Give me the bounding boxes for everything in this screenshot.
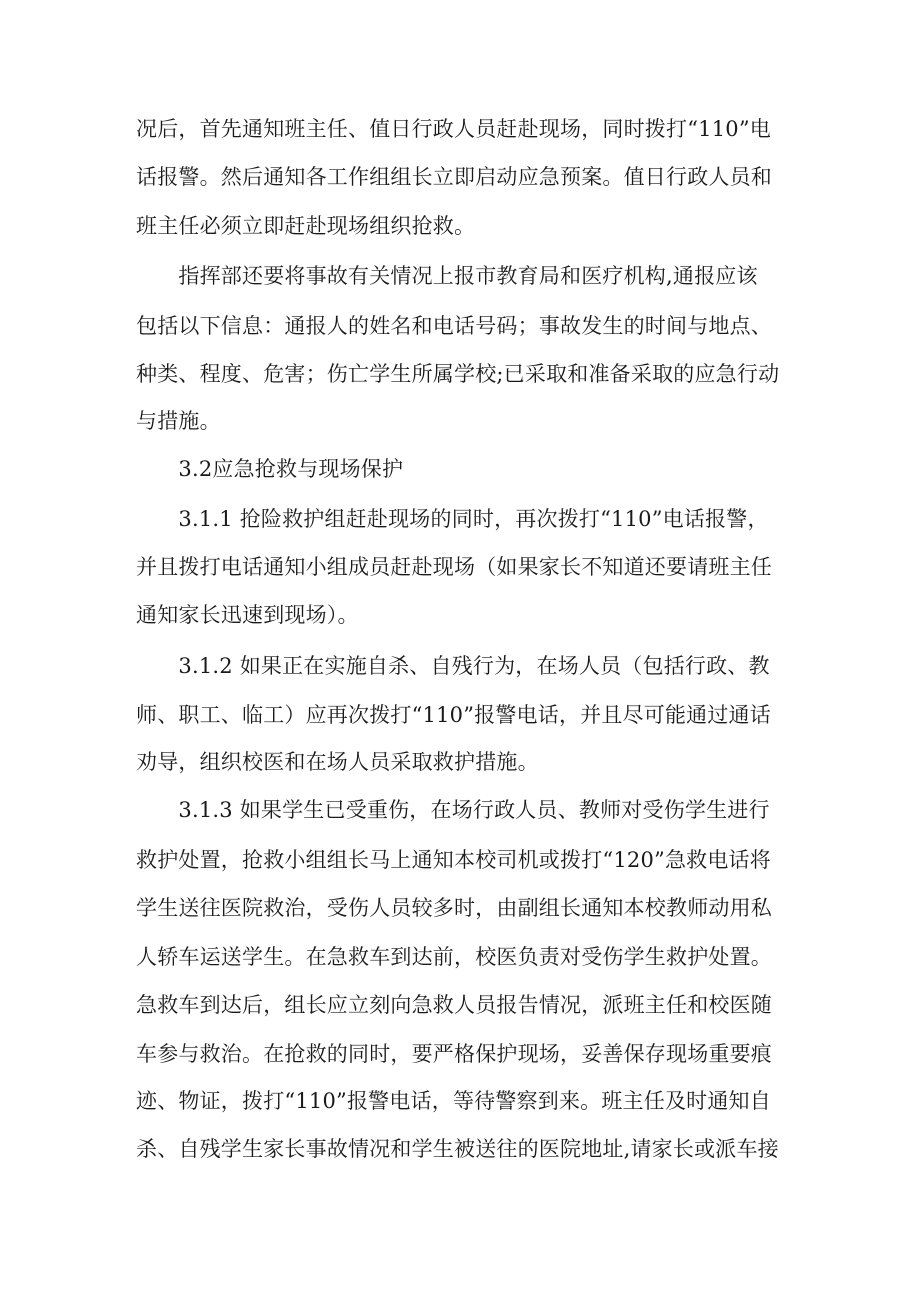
text-line: 通知家长迅速到现场）。 xyxy=(136,603,359,627)
text-line: 人轿车运送学生。在急救车到达前，校医负责对受伤学生救护处置。 xyxy=(136,945,772,969)
text-line: 包括以下信息：通报人的姓名和电话号码；事故发生的时间与地点、 xyxy=(136,314,772,338)
text-line: 并且拨打电话通知小组成员赶赴现场（如果家长不知道还要请班主任 xyxy=(136,555,772,579)
text-line: 师、职工、临工）应再次拨打“110”报警电话，并且尽可能通过通话 xyxy=(136,703,771,727)
text-line: 车参与救治。在抢救的同时，要严格保护现场，妥善保存现场重要痕 xyxy=(136,1042,772,1066)
section-heading: 3.2应急抢救与现场保护 xyxy=(136,457,404,481)
text-line: 班主任必须立即赶赴现场组织抢救。 xyxy=(136,214,476,238)
text-line: 3.1.3 如果学生已受重伤，在场行政人员、教师对受伤学生进行 xyxy=(136,798,770,822)
text-line: 学生送往医院救治，受伤人员较多时，由副组长通知本校教师动用私 xyxy=(136,896,772,920)
text-line: 与措施。 xyxy=(136,409,221,433)
text-line: 杀、自残学生家长事故情况和学生被送往的医院地址,请家长或派车接 xyxy=(136,1137,779,1161)
text-line: 指挥部还要将事故有关情况上报市教育局和医疗机构,通报应该 xyxy=(136,264,758,288)
text-line: 3.1.1 抢险救护组赶赴现场的同时，再次拨打“110”电话报警， xyxy=(136,507,769,531)
text-line: 话报警。然后通知各工作组组长立即启动应急预案。值日行政人员和 xyxy=(136,165,772,189)
text-line: 急救车到达后，组长应立刻向急救人员报告情况，派班主任和校医随 xyxy=(136,993,772,1017)
text-line: 劝导，组织校医和在场人员采取救护措施。 xyxy=(136,750,539,774)
text-line: 3.1.2 如果正在实施自杀、自残行为，在场人员（包括行政、教 xyxy=(136,654,770,678)
text-line: 救护处置，抢救小组组长马上通知本校司机或拨打“120”急救电话将 xyxy=(136,848,771,872)
text-line: 况后，首先通知班主任、值日行政人员赶赴现场，同时拨打“110”电 xyxy=(136,117,771,141)
text-line: 种类、程度、危害；伤亡学生所属学校;已采取和准备采取的应急行动 xyxy=(136,362,780,386)
text-line: 迹、物证，拨打“110”报警电话，等待警察到来。班主任及时通知自 xyxy=(136,1089,771,1113)
